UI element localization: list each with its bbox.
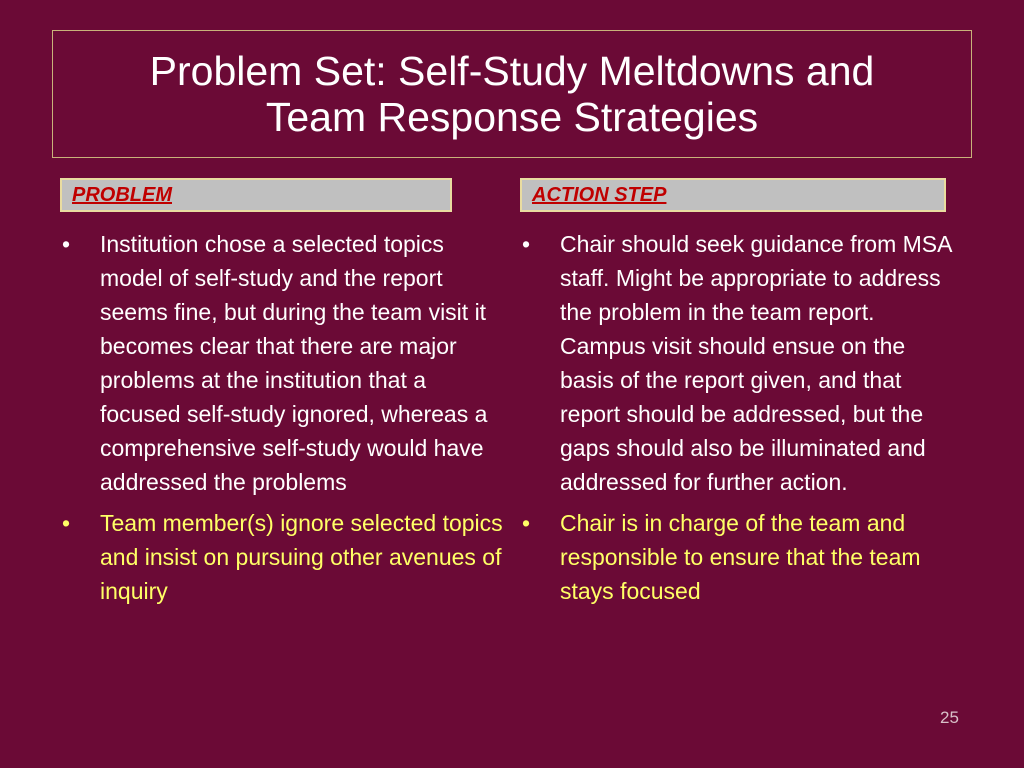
- problem-bullet-text: Institution chose a selected topics model of self-study and the report seems fine, but during the team visit it becomes clear that there are major problems at the institution that a focused self-study ignored, whereas a comprehensive self-study would have addressed the problems: [100, 231, 488, 495]
- slide-title: [150, 48, 875, 140]
- problem-bullet-text: Team member(s) ignore selected topics and insist on pursuing other avenues of inquiry: [100, 510, 503, 604]
- problem-header-label: PROBLEM: [72, 183, 172, 206]
- action-bullet-list: [522, 227, 952, 615]
- action-header-label: ACTION STEP: [532, 183, 667, 206]
- bullet-icon: •: [62, 510, 71, 536]
- slide-title-line-1: Problem Set: Self-Study Meltdowns and: [149, 48, 875, 94]
- bullet-icon: •: [522, 231, 531, 257]
- bullet-icon: •: [62, 231, 71, 257]
- bullet-icon: •: [522, 510, 531, 536]
- title-box: [52, 30, 972, 158]
- problem-column-header: [60, 178, 452, 212]
- action-bullet-text: Chair should seek guidance from MSA staff. Might be appropriate to address the problem in the team report. Campus visit should ensue on the basis of the report given, and that report should be addressed, but the gaps should also be illuminated and addressed for further action.: [560, 231, 952, 495]
- page-number: 25: [940, 708, 959, 727]
- slide-title-line-2: Team Response Strategies: [265, 94, 759, 140]
- problem-bullet-list: [62, 227, 507, 615]
- action-bullet-item: [522, 506, 952, 608]
- problem-bullet-item: [62, 506, 507, 608]
- problem-bullet-item: [62, 227, 507, 499]
- action-column-header: [520, 178, 946, 212]
- action-bullet-text: Chair is in charge of the team and responsible to ensure that the team stays focused: [560, 510, 921, 604]
- action-bullet-item: [522, 227, 952, 499]
